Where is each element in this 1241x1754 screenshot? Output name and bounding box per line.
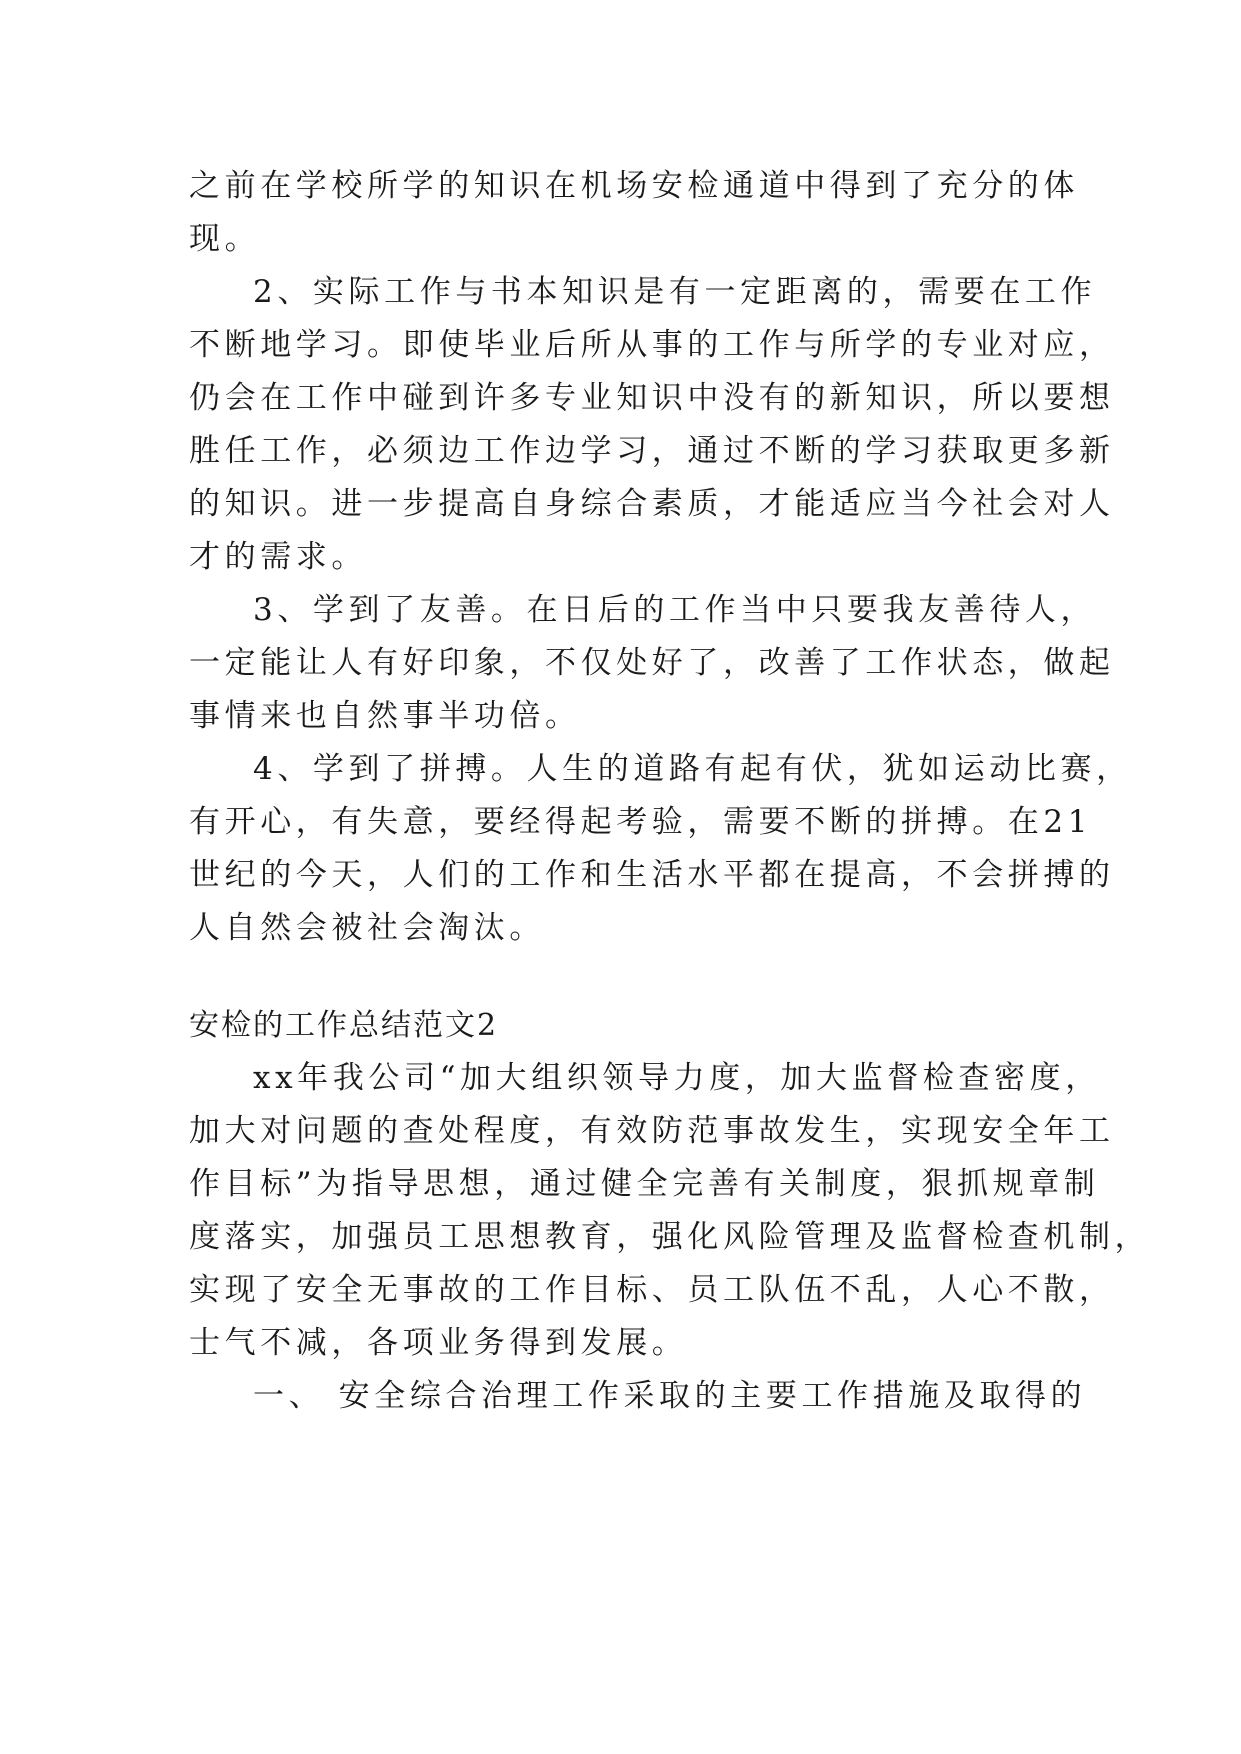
text-line: 不断地学习。即使毕业后所从事的工作与所学的专业对应， [189, 327, 1115, 363]
text-line: 才的需求。 [189, 539, 367, 575]
paragraph-start: 2、实际工作与书本知识是有一定距离的，需要在工作 [253, 274, 1097, 310]
text-line: 度落实，加强员工思想教育，强化风险管理及监督检查机制， [189, 1219, 1151, 1255]
section-title: 安检的工作总结范文2 [189, 1008, 499, 1043]
section-gap [189, 955, 1049, 999]
text-line: 一定能让人有好印象，不仅处好了，改善了工作状态，做起 [189, 645, 1115, 681]
text-line: 人自然会被社会淘汰。 [189, 910, 545, 946]
paragraph-start: xx年我公司“加大组织领导力度，加大监督检查密度， [253, 1060, 1101, 1096]
text-line: 实现了安全无事故的工作目标、员工队伍不乱，人心不散， [189, 1272, 1115, 1308]
text-line: 世纪的今天，人们的工作和生活水平都在提高，不会拼搏的 [189, 857, 1115, 893]
text-line: 胜任工作，必须边工作边学习，通过不断的学习获取更多新 [189, 433, 1115, 469]
paragraph-start: 一、 安全综合治理工作采取的主要工作措施及取得的 [253, 1378, 1087, 1414]
text-line: 现。 [189, 221, 261, 257]
text-line: 有开心，有失意，要经得起考验，需要不断的拼搏。在21 [189, 804, 1093, 840]
text-line: 之前在学校所学的知识在机场安检通道中得到了充分的体 [189, 168, 1079, 204]
text-line: 事情来也自然事半功倍。 [189, 698, 581, 734]
paragraph-start: 3、学到了友善。在日后的工作当中只要我友善待人， [253, 592, 1097, 628]
text-line: 的知识。进一步提高自身综合素质，才能适应当今社会对人 [189, 486, 1115, 522]
paragraph-start: 4、学到了拼搏。人生的道路有起有伏，犹如运动比赛， [253, 751, 1132, 787]
document-body [189, 160, 1151, 1423]
text-line: 仍会在工作中碰到许多专业知识中没有的新知识，所以要想 [189, 380, 1115, 416]
text-line: 加大对问题的查处程度，有效防范事故发生，实现安全年工 [189, 1113, 1115, 1149]
text-line: 作目标”为指导思想，通过健全完善有关制度，狠抓规章制 [189, 1166, 1100, 1202]
text-line: 士气不减，各项业务得到发展。 [189, 1325, 688, 1361]
